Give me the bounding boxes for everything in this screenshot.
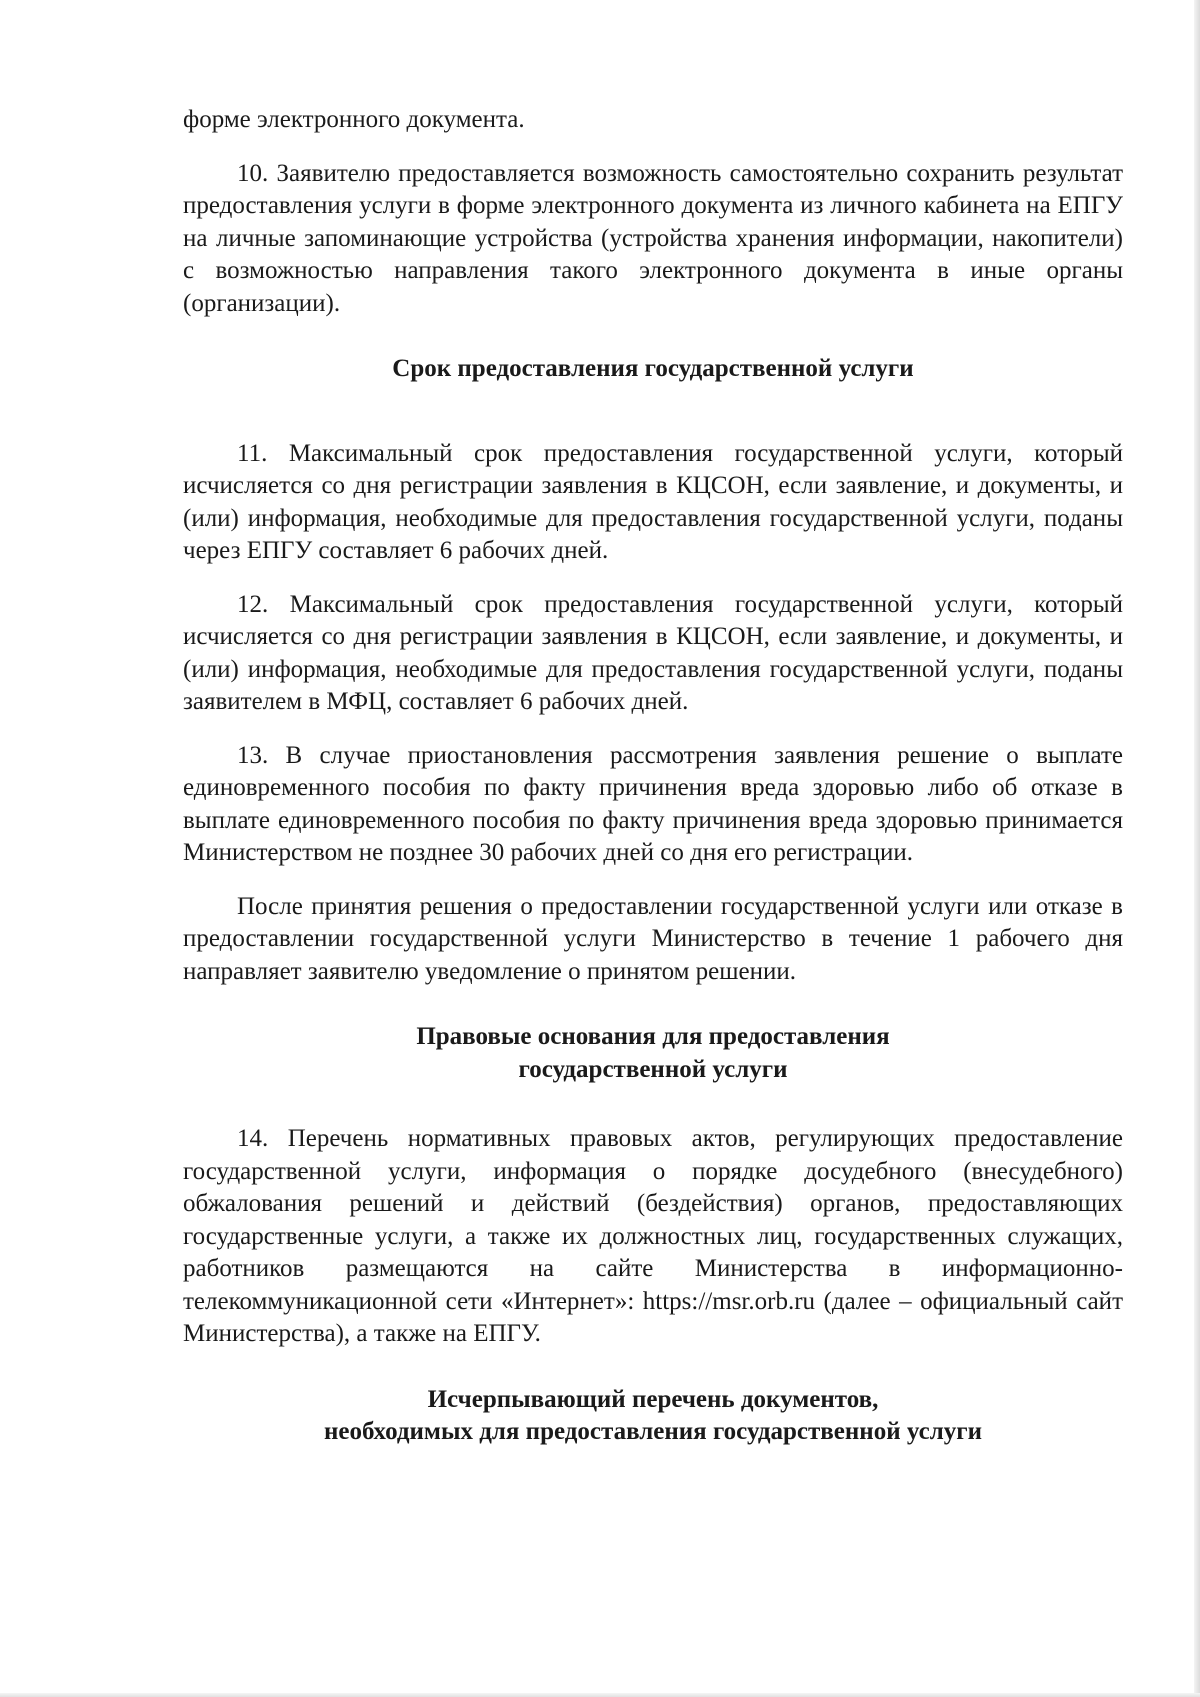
heading-legal-grounds-line-1: Правовые основания для предоставления bbox=[416, 1023, 890, 1050]
paragraph-13: 13. В случае приостановления рассмотрения заявления решение о выплате единовременного пособия по факту причинения вреда здоровью либо об отказе в выплате единовременного пособия по факту причинения вреда здоровью принимается Министерством не позднее 30 рабочих дней со дня его регистрации. bbox=[183, 741, 1123, 866]
heading-service-term: Срок предоставления государственной услуги bbox=[392, 355, 914, 382]
heading-documents-list bbox=[183, 1384, 1123, 1449]
heading-documents-list-line-1: Исчерпывающий перечень документов, bbox=[427, 1385, 879, 1413]
paragraph-10: 10. Заявителю предоставляется возможность самостоятельно сохранить результат предоставления услуги в форме электронного документа из личного кабинета на ЕПГУ на личные запоминающие устройства (устройства хранения информации, накопители) с возможностью направления такого электронного документа в иные органы (организации). bbox=[183, 159, 1123, 317]
paragraph-12: 12. Максимальный срок предоставления государственной услуги, который исчисляется со дня регистрации заявления в КЦСОН, если заявление, и документы, и (или) информация, необходимые для предоставления государственной услуги, поданы заявителем в МФЦ, составляет 6 рабочих дней. bbox=[183, 590, 1123, 715]
paragraph-14: 14. Перечень нормативных правовых актов, регулирующих предоставление государственной услуги, информация о порядке досудебного (внесудебного) обжалования решений и действий (бездействия) органов, предоставляющих государственные услуги, а также их должностных лиц, государственных служащих, работников размещаются на сайте Министерства в информационно-телекоммуникационной сети «Интернет»: https://msr.orb.ru (далее – официальный сайт Министерства), а также на ЕПГУ. bbox=[183, 1125, 1123, 1347]
heading-legal-grounds bbox=[183, 1021, 1123, 1086]
paragraph-13-after: После принятия решения о предоставлении государственной услуги или отказе в предоставлении государственной услуги Министерство в течение 1 рабочего дня направляет заявителю уведомление о принятом решении. bbox=[183, 892, 1123, 985]
paragraph-11: 11. Максимальный срок предоставления государственной услуги, который исчисляется со дня регистрации заявления в КЦСОН, если заявление, и документы, и (или) информация, необходимые для предоставления государственной услуги, поданы через ЕПГУ составляет 6 рабочих дней. bbox=[183, 439, 1123, 564]
heading-legal-grounds-line-2: государственной услуги bbox=[518, 1055, 788, 1083]
heading-documents-list-line-2: необходимых для предоставления государственной услуги bbox=[324, 1418, 982, 1445]
document-body bbox=[183, 104, 1123, 1449]
intro-line: форме электронного документа. bbox=[183, 106, 525, 133]
page-edge-shadow bbox=[1194, 0, 1200, 1697]
page-bottom-edge bbox=[0, 1693, 1200, 1697]
